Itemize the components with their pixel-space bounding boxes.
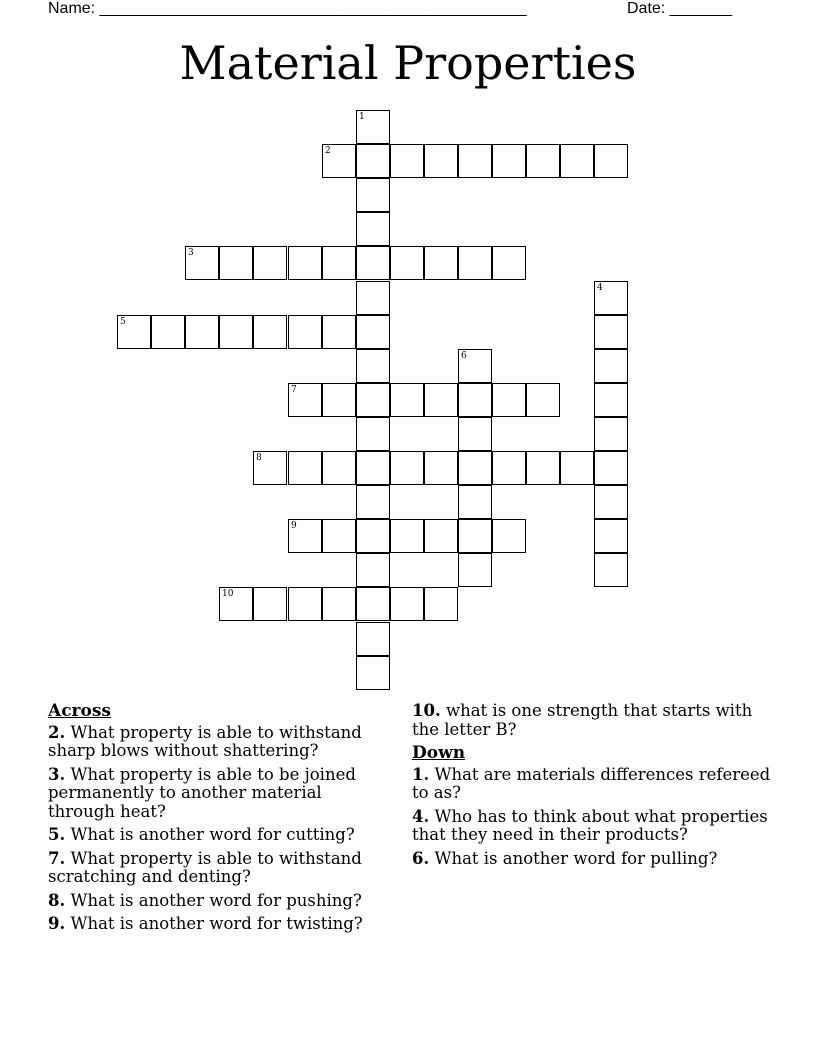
date-field-label[interactable]: Date: _______ bbox=[627, 0, 732, 17]
crossword-cell[interactable] bbox=[322, 246, 356, 280]
crossword-cell[interactable] bbox=[356, 519, 390, 553]
crossword-cell[interactable] bbox=[356, 144, 390, 178]
cell-number: 2 bbox=[325, 146, 331, 156]
crossword-cell[interactable] bbox=[151, 315, 185, 349]
crossword-cell[interactable] bbox=[492, 246, 526, 280]
crossword-cell[interactable] bbox=[560, 451, 594, 485]
clue-number: 2. bbox=[48, 722, 66, 742]
clue-across-10 bbox=[412, 702, 772, 739]
crossword-cell[interactable] bbox=[288, 587, 322, 621]
crossword-cell[interactable] bbox=[322, 144, 356, 178]
crossword-cell[interactable] bbox=[424, 587, 458, 621]
crossword-cell[interactable] bbox=[390, 383, 424, 417]
crossword-cell[interactable] bbox=[356, 246, 390, 280]
clue-text: What are materials differences refereed to as? bbox=[412, 764, 771, 802]
clue-number: 8. bbox=[48, 890, 66, 910]
clue-down-6 bbox=[412, 850, 772, 869]
clue-across-8 bbox=[48, 892, 388, 911]
crossword-cell[interactable] bbox=[322, 315, 356, 349]
clue-number: 5. bbox=[48, 825, 66, 844]
crossword-cell[interactable] bbox=[253, 587, 287, 621]
crossword-cell[interactable] bbox=[526, 144, 560, 178]
crossword-cell[interactable] bbox=[288, 246, 322, 280]
name-field-label[interactable]: Name: ________________________________________________ bbox=[48, 0, 527, 17]
crossword-cell[interactable] bbox=[288, 451, 322, 485]
clue-down-1 bbox=[412, 766, 772, 803]
crossword-cell[interactable] bbox=[458, 383, 492, 417]
crossword-cell[interactable] bbox=[458, 485, 492, 519]
crossword-cell[interactable] bbox=[594, 383, 628, 417]
crossword-cell[interactable] bbox=[594, 315, 628, 349]
crossword-cell[interactable] bbox=[390, 587, 424, 621]
cell-number: 10 bbox=[222, 589, 234, 599]
crossword-cell[interactable] bbox=[424, 246, 458, 280]
crossword-cell[interactable] bbox=[117, 315, 151, 349]
crossword-cell[interactable] bbox=[492, 383, 526, 417]
clue-text: What is another word for pushing? bbox=[65, 890, 362, 910]
cell-number: 3 bbox=[188, 248, 194, 258]
crossword-cell[interactable] bbox=[185, 315, 219, 349]
crossword-cell[interactable] bbox=[458, 144, 492, 178]
crossword-cell[interactable] bbox=[356, 383, 390, 417]
crossword-cell[interactable] bbox=[356, 110, 390, 144]
crossword-cell[interactable] bbox=[594, 451, 628, 485]
crossword-cell[interactable] bbox=[424, 383, 458, 417]
crossword-cell[interactable] bbox=[253, 315, 287, 349]
clue-across-2 bbox=[48, 724, 388, 761]
crossword-cell[interactable] bbox=[594, 485, 628, 519]
crossword-cell[interactable] bbox=[458, 519, 492, 553]
crossword-cell[interactable] bbox=[594, 144, 628, 178]
clue-number: 3. bbox=[48, 764, 66, 784]
clue-number: 7. bbox=[48, 848, 66, 868]
crossword-cell[interactable] bbox=[356, 212, 390, 246]
page-title: Material Properties bbox=[179, 36, 637, 90]
cell-number: 8 bbox=[256, 453, 262, 463]
crossword-cell[interactable] bbox=[253, 246, 287, 280]
crossword-cell[interactable] bbox=[356, 485, 390, 519]
crossword-cell[interactable] bbox=[390, 519, 424, 553]
crossword-cell[interactable] bbox=[219, 315, 253, 349]
crossword-cell[interactable] bbox=[356, 315, 390, 349]
across-heading: Across bbox=[48, 701, 111, 721]
crossword-cell[interactable] bbox=[424, 144, 458, 178]
crossword-cell[interactable] bbox=[458, 451, 492, 485]
crossword-cell[interactable] bbox=[424, 451, 458, 485]
crossword-cell[interactable] bbox=[458, 553, 492, 587]
crossword-cell[interactable] bbox=[356, 417, 390, 451]
clue-number: 10. bbox=[412, 701, 441, 720]
clues-column-right bbox=[412, 702, 772, 873]
crossword-cell[interactable] bbox=[288, 315, 322, 349]
crossword-cell[interactable] bbox=[322, 383, 356, 417]
clue-number: 1. bbox=[412, 764, 430, 784]
crossword-cell[interactable] bbox=[219, 246, 253, 280]
clue-across-3 bbox=[48, 766, 388, 822]
crossword-cell[interactable] bbox=[492, 451, 526, 485]
crossword-cell[interactable] bbox=[594, 519, 628, 553]
cell-number: 1 bbox=[359, 112, 365, 122]
crossword-cell[interactable] bbox=[356, 349, 390, 383]
crossword-cell[interactable] bbox=[356, 281, 390, 315]
clue-text: What property is able to be joined permanently to another material through heat? bbox=[48, 764, 356, 821]
clue-number: 9. bbox=[48, 914, 66, 933]
crossword-cell[interactable] bbox=[356, 178, 390, 212]
clue-across-5 bbox=[48, 826, 388, 845]
crossword-cell[interactable] bbox=[560, 144, 594, 178]
clues-column-left bbox=[48, 702, 388, 939]
clue-across-7 bbox=[48, 850, 388, 887]
crossword-cell[interactable] bbox=[390, 451, 424, 485]
clue-text: What is another word for pulling? bbox=[429, 848, 718, 868]
crossword-cell[interactable] bbox=[356, 451, 390, 485]
crossword-cell[interactable] bbox=[322, 587, 356, 621]
cell-number: 5 bbox=[120, 317, 126, 327]
crossword-cell[interactable] bbox=[424, 519, 458, 553]
crossword-cell[interactable] bbox=[288, 519, 322, 553]
crossword-cell[interactable] bbox=[458, 349, 492, 383]
cell-number: 9 bbox=[291, 521, 297, 531]
clue-text: What property is able to withstand scratching and denting? bbox=[48, 848, 362, 886]
crossword-cell[interactable] bbox=[390, 144, 424, 178]
crossword-cell[interactable] bbox=[594, 281, 628, 315]
crossword-cell[interactable] bbox=[526, 451, 560, 485]
crossword-cell[interactable] bbox=[594, 417, 628, 451]
crossword-cell[interactable] bbox=[219, 587, 253, 621]
clue-text: What property is able to withstand sharp blows without shattering? bbox=[48, 722, 362, 760]
clue-text: What is another word for twisting? bbox=[65, 914, 363, 933]
clue-text: What is another word for cutting? bbox=[65, 825, 355, 844]
crossword-cell[interactable] bbox=[185, 246, 219, 280]
crossword-cell[interactable] bbox=[322, 519, 356, 553]
down-heading: Down bbox=[412, 743, 466, 763]
crossword-cell[interactable] bbox=[322, 451, 356, 485]
clue-number: 4. bbox=[412, 806, 430, 826]
crossword-cell[interactable] bbox=[492, 519, 526, 553]
crossword-cell[interactable] bbox=[492, 144, 526, 178]
clue-text: what is one strength that starts with the letter B? bbox=[412, 701, 753, 739]
crossword-cell[interactable] bbox=[356, 656, 390, 690]
cell-number: 7 bbox=[291, 385, 297, 395]
crossword-cell[interactable] bbox=[594, 349, 628, 383]
crossword-cell[interactable] bbox=[356, 587, 390, 621]
cell-number: 6 bbox=[461, 351, 467, 361]
crossword-cell[interactable] bbox=[458, 246, 492, 280]
crossword-cell[interactable] bbox=[288, 383, 322, 417]
crossword-cell[interactable] bbox=[594, 553, 628, 587]
crossword-cell[interactable] bbox=[253, 451, 287, 485]
clue-down-4 bbox=[412, 808, 772, 845]
clue-text: Who has to think about what properties that they need in their products? bbox=[412, 806, 768, 844]
crossword-cell[interactable] bbox=[356, 553, 390, 587]
crossword-cell[interactable] bbox=[356, 622, 390, 656]
cell-number: 4 bbox=[597, 283, 603, 293]
clue-across-9 bbox=[48, 915, 388, 934]
crossword-cell[interactable] bbox=[390, 246, 424, 280]
crossword-cell[interactable] bbox=[458, 417, 492, 451]
clue-number: 6. bbox=[412, 848, 430, 868]
crossword-cell[interactable] bbox=[526, 383, 560, 417]
